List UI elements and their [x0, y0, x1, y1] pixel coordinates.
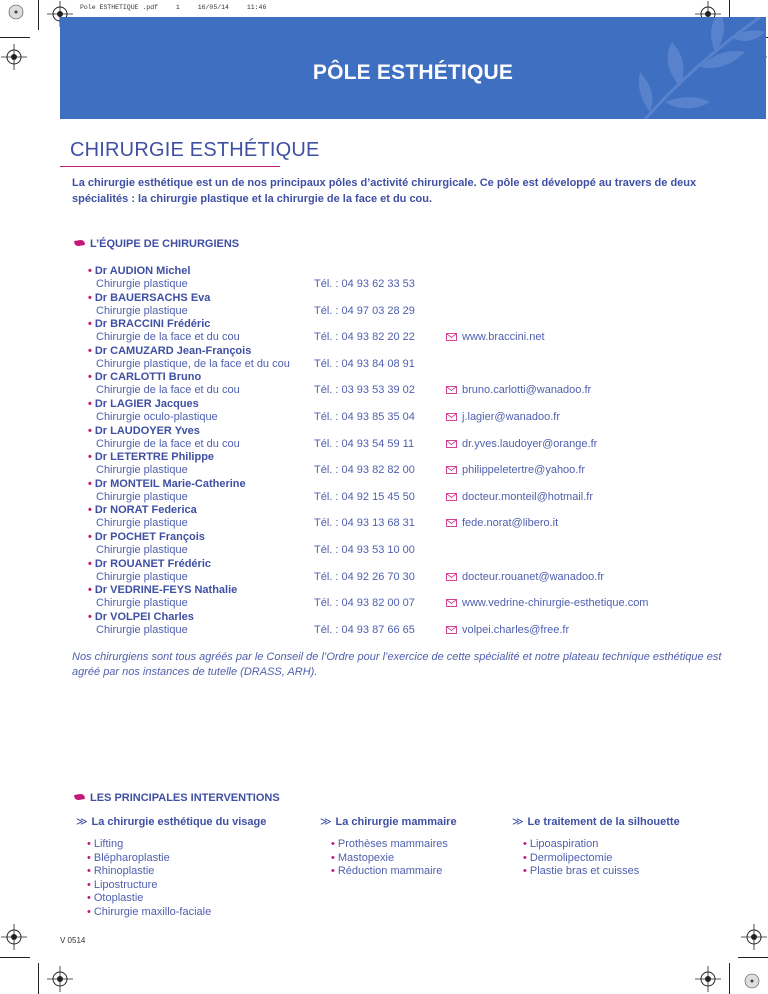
list-item: • Prothèses mammaires	[331, 838, 448, 850]
bullet-dot: •	[88, 477, 92, 490]
print-file: Pole ESTHETIQUE .pdf	[80, 4, 159, 11]
crosshair-icon	[1, 44, 27, 70]
surgeon-phone: Tél. : 04 93 53 10 00	[314, 544, 415, 556]
surgeon-phone: Tél. : 04 93 84 08 91	[314, 357, 415, 370]
intervention-column	[320, 815, 510, 879]
surgeon-row	[88, 558, 768, 585]
surgeon-phone: Tél. : 04 93 82 20 22	[314, 331, 415, 344]
surgeon-name-text: Dr AUDION Michel	[94, 265, 191, 277]
surgeon-phone: Tél. : 04 93 87 66 65	[314, 623, 415, 636]
bullet-dot: •	[88, 424, 92, 437]
surgeon-contact-text: philippeletertre@yahoo.fr	[462, 464, 586, 477]
surgeon-specialty: Chirurgie plastique	[96, 570, 188, 583]
surgeon-row	[88, 611, 768, 638]
surgeon-specialty: Chirurgie plastique, de la face et du cou	[96, 357, 290, 370]
envelope-icon	[446, 438, 462, 450]
crosshair-icon	[1, 924, 27, 950]
surgeon-name-text: Dr BRACCINI Frédéric	[94, 318, 211, 331]
envelope-icon	[446, 331, 462, 343]
version-label: V 0514	[60, 936, 86, 945]
surgeon-specialty: Chirurgie de la face et du cou	[96, 437, 240, 450]
surgeon-specialty: Chirurgie plastique	[96, 517, 188, 530]
bullet-dot: •	[88, 371, 92, 384]
surgeon-row	[88, 425, 768, 452]
envelope-icon	[446, 491, 462, 503]
chevron-right-icon: ≫	[76, 816, 88, 828]
surgeon-contact-text: www.braccini.net	[462, 331, 545, 344]
team-heading	[74, 238, 239, 250]
section-rule	[60, 166, 280, 167]
surgeon-name	[88, 478, 246, 490]
surgeon-specialty: Chirurgie plastique	[96, 597, 188, 610]
envelope-icon	[446, 517, 462, 529]
intervention-list	[87, 838, 306, 919]
surgeon-phone: Tél. : 04 92 26 70 30	[314, 570, 415, 583]
crosshair-icon	[47, 966, 73, 992]
print-date: 16/05/14	[197, 4, 229, 11]
surgeon-contact-text: www.vedrine-chirurgie-esthetique.com	[462, 597, 649, 610]
accreditation-note: Nos chirurgiens sont tous agréés par le Conseil de l’Ordre pour l’exercice de cette spécialité et notre plateau technique esthétique est agréé par nos instances de tutelle (DRASS, ARH).	[72, 651, 722, 678]
surgeon-specialty: Chirurgie oculo-plastique	[96, 411, 218, 423]
surgeon-name-text: Dr CAMUZARD Jean-François	[94, 344, 252, 357]
surgeon-contact-link[interactable]	[446, 597, 648, 609]
surgeon-row	[88, 292, 768, 319]
surgeon-contact-text: docteur.monteil@hotmail.fr	[462, 490, 594, 503]
surgeon-specialty: Chirurgie plastique	[96, 304, 188, 317]
surgeon-name	[88, 425, 200, 437]
envelope-icon	[446, 624, 462, 636]
envelope-icon	[446, 384, 462, 396]
header-banner	[60, 17, 766, 119]
surgeon-name-text: Dr NORAT Federica	[94, 504, 197, 517]
surgeon-row	[88, 584, 768, 611]
surgeon-name-text: Dr LAUDOYER Yves	[94, 424, 200, 437]
surgeon-specialty: Chirurgie plastique	[96, 490, 188, 503]
list-item: • Rhinoplastie	[87, 865, 155, 877]
surgeon-contact-text: bruno.carlotti@wanadoo.fr	[462, 384, 592, 397]
list-item: • Otoplastie	[87, 892, 144, 904]
bullet-dot: •	[88, 504, 92, 517]
registration-circle-icon	[8, 4, 24, 20]
intro-paragraph: La chirurgie esthétique est un de nos principaux pôles d’activité chirurgicale. Ce pôle est développé au travers de deux spécialités : la chirurgie plastique et la chirurgie de la face et du cou.	[72, 177, 697, 205]
surgeon-phone: Tél. : 03 93 53 39 02	[314, 384, 415, 397]
leaf-bullet-icon	[73, 793, 86, 801]
surgeon-contact-text: dr.yves.laudoyer@orange.fr	[462, 437, 598, 450]
surgeon-contact-link[interactable]	[446, 438, 597, 450]
list-item: • Plastie bras et cuisses	[523, 865, 640, 877]
intervention-column-title: ≫ La chirurgie mammaire	[320, 816, 457, 828]
surgeon-contact-text: docteur.rouanet@wanadoo.fr	[462, 570, 605, 583]
surgeon-specialty: Chirurgie plastique	[96, 464, 188, 477]
surgeon-name	[88, 265, 190, 277]
intervention-list	[331, 838, 510, 879]
surgeon-name	[88, 558, 211, 570]
crosshair-icon	[741, 924, 767, 950]
print-page: 1	[175, 4, 180, 11]
surgeon-phone: Tél. : 04 93 54 59 11	[314, 437, 415, 450]
intervention-list	[523, 838, 712, 879]
surgeon-name	[88, 451, 214, 463]
surgeon-phone: Tél. : 04 93 62 33 53	[314, 278, 415, 290]
surgeon-specialty: Chirurgie plastique	[96, 623, 188, 636]
surgeon-row	[88, 398, 768, 425]
surgeon-contact-link[interactable]	[446, 491, 593, 503]
surgeon-name	[88, 345, 251, 357]
surgeon-name-text: Dr ROUANET Frédéric	[94, 557, 211, 570]
list-item: • Réduction mammaire	[331, 865, 443, 877]
surgeon-contact-link[interactable]	[446, 624, 569, 636]
bullet-dot: •	[88, 265, 92, 277]
interventions-heading	[74, 792, 280, 804]
surgeon-name-text: Dr POCHET François	[94, 531, 205, 543]
surgeon-name-text: Dr CARLOTTI Bruno	[94, 371, 202, 384]
surgeon-name	[88, 531, 205, 543]
surgeon-row	[88, 265, 768, 292]
surgeon-name	[88, 318, 210, 330]
surgeon-phone: Tél. : 04 97 03 28 29	[314, 304, 415, 317]
chevron-right-icon: ≫	[512, 816, 524, 828]
crop-line	[38, 0, 39, 30]
surgeon-specialty: Chirurgie de la face et du cou	[96, 384, 240, 397]
surgeon-name-text: Dr VOLPEI Charles	[94, 610, 194, 623]
section-title: CHIRURGIE ESTHÉTIQUE	[70, 139, 320, 161]
surgeon-row	[88, 478, 768, 505]
surgeon-name	[88, 611, 194, 623]
print-meta	[80, 4, 280, 11]
surgeon-name	[88, 398, 199, 410]
surgeon-phone: Tél. : 04 93 82 82 00	[314, 464, 415, 477]
intervention-column	[76, 815, 306, 919]
print-time: 11:46	[246, 4, 267, 11]
envelope-icon	[446, 411, 462, 423]
bullet-dot: •	[88, 557, 92, 570]
bullet-dot: •	[88, 610, 92, 623]
list-item: • Lipostructure	[87, 878, 158, 891]
surgeon-name-text: Dr MONTEIL Marie-Catherine	[94, 477, 246, 490]
surgeon-name	[88, 292, 210, 304]
bullet-dot: •	[88, 451, 92, 464]
surgeon-name-text: Dr LAGIER Jacques	[94, 398, 199, 410]
surgeon-contact-text: volpei.charles@free.fr	[462, 623, 570, 636]
chevron-right-icon: ≫	[320, 816, 332, 828]
envelope-icon	[446, 597, 462, 609]
bullet-dot: •	[88, 398, 92, 410]
leaf-bullet-icon	[73, 239, 86, 247]
registration-circle-icon	[744, 973, 760, 989]
bullet-dot: •	[88, 531, 92, 543]
surgeon-row	[88, 318, 768, 345]
surgeon-phone: Tél. : 04 93 85 35 04	[314, 411, 415, 423]
surgeon-row	[88, 345, 768, 372]
banner-title: PÔLE ESTHÉTIQUE	[312, 61, 514, 84]
surgeon-name-text: Dr VEDRINE-FEYS Nathalie	[94, 584, 238, 597]
surgeon-contact-link[interactable]	[446, 411, 560, 423]
surgeon-name	[88, 584, 237, 596]
surgeon-name-text: Dr BAUERSACHS Eva	[94, 291, 211, 304]
surgeon-row	[88, 371, 768, 398]
surgeon-row	[88, 504, 768, 531]
list-item: • Mastopexie	[331, 851, 395, 864]
surgeon-name-text: Dr LETERTRE Philippe	[94, 451, 215, 464]
surgeon-phone: Tél. : 04 92 15 45 50	[314, 490, 415, 503]
bullet-dot: •	[88, 344, 92, 357]
list-item: • Lipoaspiration	[523, 838, 599, 850]
surgeon-contact-link[interactable]	[446, 384, 591, 396]
crosshair-icon	[695, 966, 721, 992]
surgeon-row	[88, 451, 768, 478]
surgeon-contact-link[interactable]	[446, 464, 585, 476]
surgeon-name	[88, 371, 201, 383]
surgeon-contact-link[interactable]	[446, 331, 545, 343]
surgeon-phone: Tél. : 04 93 82 00 07	[314, 597, 415, 610]
surgeon-name	[88, 504, 197, 516]
crop-line	[738, 957, 768, 958]
crop-line	[729, 963, 730, 994]
crop-line	[38, 963, 39, 994]
team-heading-label: L’ÉQUIPE DE CHIRURGIENS	[90, 238, 240, 250]
surgeon-phone: Tél. : 04 93 13 68 31	[314, 517, 415, 530]
bullet-dot: •	[88, 318, 92, 331]
bullet-dot: •	[88, 291, 92, 304]
surgeon-specialty: Chirurgie plastique	[96, 544, 188, 556]
interventions-heading-label: LES PRINCIPALES INTERVENTIONS	[90, 792, 280, 804]
envelope-icon	[446, 464, 462, 476]
list-item: • Chirurgie maxillo-faciale	[87, 905, 212, 918]
surgeon-contact-link[interactable]	[446, 517, 558, 529]
list-item: • Blépharoplastie	[87, 851, 170, 864]
list-item: • Dermolipectomie	[523, 851, 613, 864]
crop-line	[0, 37, 30, 38]
list-item: • Lifting	[87, 838, 124, 850]
bullet-dot: •	[88, 584, 92, 597]
envelope-icon	[446, 571, 462, 583]
intervention-column	[512, 815, 712, 879]
surgeon-contact-text: j.lagier@wanadoo.fr	[462, 411, 560, 423]
intervention-column-title: ≫ La chirurgie esthétique du visage	[76, 816, 267, 828]
surgeon-specialty: Chirurgie de la face et du cou	[96, 331, 240, 344]
surgeon-contact-link[interactable]	[446, 571, 604, 583]
crop-line	[0, 957, 30, 958]
surgeon-specialty: Chirurgie plastique	[96, 278, 188, 290]
intervention-column-title: ≫ Le traitement de la silhouette	[512, 816, 680, 828]
surgeon-row	[88, 531, 768, 558]
surgeon-contact-text: fede.norat@libero.it	[462, 517, 559, 530]
